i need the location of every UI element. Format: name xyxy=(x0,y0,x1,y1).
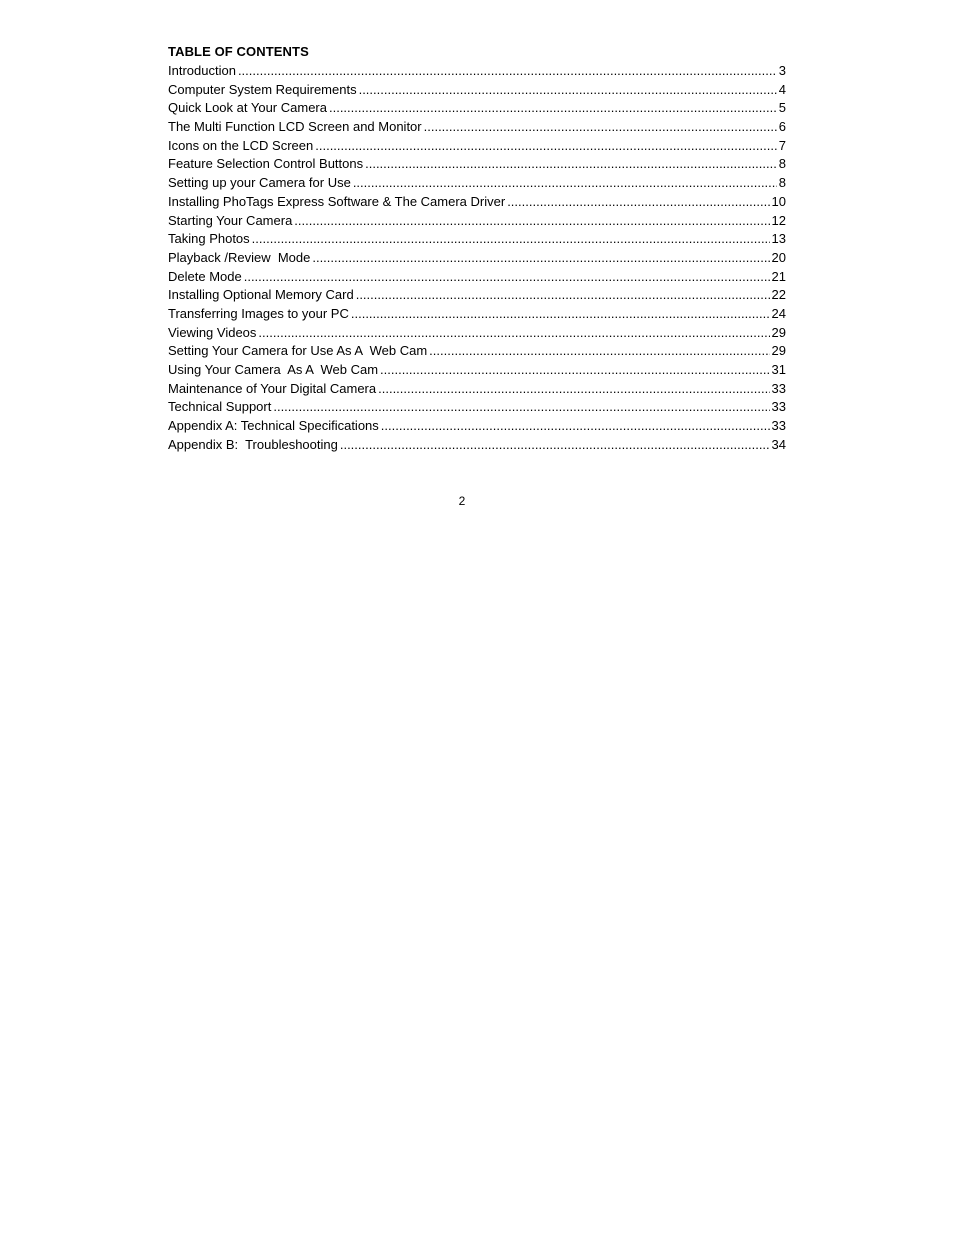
toc-entry-title: Installing PhoTags Express Software & The Camera Driver xyxy=(168,193,506,209)
toc-entry-page: 6 xyxy=(778,119,786,135)
toc-entry-title: Taking Photos xyxy=(168,231,250,247)
toc-entry-page: 33 xyxy=(771,399,786,415)
toc-entry-page: 7 xyxy=(778,137,786,153)
toc-dot-leader xyxy=(273,398,769,417)
toc-dot-leader xyxy=(252,230,770,249)
toc-entry-title: Quick Look at Your Camera xyxy=(168,100,327,116)
toc-entry-page: 31 xyxy=(771,362,786,377)
toc-entry-title: Feature Selection Control Buttons xyxy=(168,156,364,172)
toc-entry-appendix-a[interactable] xyxy=(168,417,786,436)
toc-dot-leader xyxy=(365,155,777,174)
toc-entry-computer-system-requirements[interactable] xyxy=(168,81,786,100)
toc-entry-quick-look[interactable] xyxy=(168,99,786,118)
toc-entry-title: Technical Support xyxy=(168,399,272,415)
toc-entry-title: Maintenance of Your Digital Camera xyxy=(168,380,377,396)
toc-entry-memory-card[interactable] xyxy=(168,286,786,305)
toc-entry-title: Appendix A: Technical Specifications xyxy=(168,418,379,434)
toc-entry-title: Playback /Review Mode xyxy=(168,249,311,265)
toc-entry-title: Introduction xyxy=(168,63,236,78)
toc-dot-leader xyxy=(312,249,769,268)
toc-dot-leader xyxy=(294,212,769,231)
toc-entry-playback-review[interactable] xyxy=(168,249,786,268)
toc-heading: TABLE OF CONTENTS xyxy=(168,44,309,59)
toc-entry-title: Using Your Camera As A Web Cam xyxy=(168,362,379,377)
toc-entry-taking-photos[interactable] xyxy=(168,230,786,249)
toc-entry-page: 22 xyxy=(771,287,786,303)
toc-dot-leader xyxy=(359,81,777,100)
toc-entry-page: 8 xyxy=(778,175,786,191)
toc-dot-leader xyxy=(238,62,777,81)
toc-entry-page: 21 xyxy=(771,268,786,284)
toc-entry-title: Delete Mode xyxy=(168,268,242,284)
toc-entry-page: 29 xyxy=(771,343,786,359)
toc-entry-page: 20 xyxy=(771,249,786,265)
toc-entry-title: Icons on the LCD Screen xyxy=(168,137,314,153)
toc-entry-title: Setting Your Camera for Use As A Web Cam xyxy=(168,343,428,359)
toc-entry-setting-up-camera[interactable] xyxy=(168,174,786,193)
toc-entry-installing-software[interactable] xyxy=(168,193,786,212)
toc-dot-leader xyxy=(244,268,770,287)
toc-entry-title: Appendix B: Troubleshooting xyxy=(168,436,338,452)
toc-entry-page: 10 xyxy=(771,193,786,209)
toc-dot-leader xyxy=(381,417,770,436)
toc-entry-technical-support[interactable] xyxy=(168,398,786,417)
toc-entry-transferring-images[interactable] xyxy=(168,305,786,324)
toc-entry-lcd-screen-monitor[interactable] xyxy=(168,118,786,137)
toc-entry-title: The Multi Function LCD Screen and Monitor xyxy=(168,119,422,135)
toc-dot-leader xyxy=(315,137,777,156)
toc-dot-leader xyxy=(329,99,777,118)
toc-list xyxy=(168,62,786,454)
toc-dot-leader xyxy=(353,174,777,193)
toc-entry-lcd-icons[interactable] xyxy=(168,137,786,156)
toc-entry-control-buttons[interactable] xyxy=(168,155,786,174)
toc-dot-leader xyxy=(507,193,769,212)
toc-entry-page: 8 xyxy=(778,156,786,172)
toc-entry-page: 34 xyxy=(771,436,786,452)
toc-dot-leader xyxy=(258,324,769,343)
toc-entry-maintenance[interactable] xyxy=(168,380,786,399)
toc-entry-page: 13 xyxy=(771,231,786,247)
table-of-contents xyxy=(168,43,786,454)
toc-entry-delete-mode[interactable] xyxy=(168,268,786,287)
toc-entry-title: Viewing Videos xyxy=(168,324,257,340)
toc-dot-leader xyxy=(340,436,770,455)
toc-entry-page: 12 xyxy=(771,212,786,228)
toc-entry-page: 3 xyxy=(778,63,786,78)
toc-entry-page: 33 xyxy=(771,380,786,396)
toc-entry-using-webcam[interactable] xyxy=(168,361,786,380)
toc-entry-introduction[interactable] xyxy=(168,62,786,81)
toc-dot-leader xyxy=(378,380,769,399)
toc-entry-viewing-videos[interactable] xyxy=(168,324,786,343)
toc-entry-page: 4 xyxy=(778,81,786,97)
toc-entry-title: Setting up your Camera for Use xyxy=(168,175,351,191)
toc-dot-leader xyxy=(380,361,770,380)
toc-entry-appendix-b[interactable] xyxy=(168,436,786,455)
toc-dot-leader xyxy=(351,305,770,324)
toc-entry-page: 24 xyxy=(771,305,786,321)
page-number: 2 xyxy=(458,494,466,508)
toc-entry-page: 33 xyxy=(771,418,786,434)
toc-entry-starting-camera[interactable] xyxy=(168,212,786,231)
toc-entry-page: 29 xyxy=(771,324,786,340)
toc-dot-leader xyxy=(356,286,770,305)
toc-entry-page: 5 xyxy=(778,100,786,116)
toc-entry-title: Installing Optional Memory Card xyxy=(168,287,354,303)
toc-entry-title: Computer System Requirements xyxy=(168,81,357,97)
toc-entry-webcam-setup[interactable] xyxy=(168,342,786,361)
toc-entry-title: Starting Your Camera xyxy=(168,212,293,228)
toc-entry-title: Transferring Images to your PC xyxy=(168,305,349,321)
toc-dot-leader xyxy=(424,118,777,137)
toc-dot-leader xyxy=(429,342,769,361)
